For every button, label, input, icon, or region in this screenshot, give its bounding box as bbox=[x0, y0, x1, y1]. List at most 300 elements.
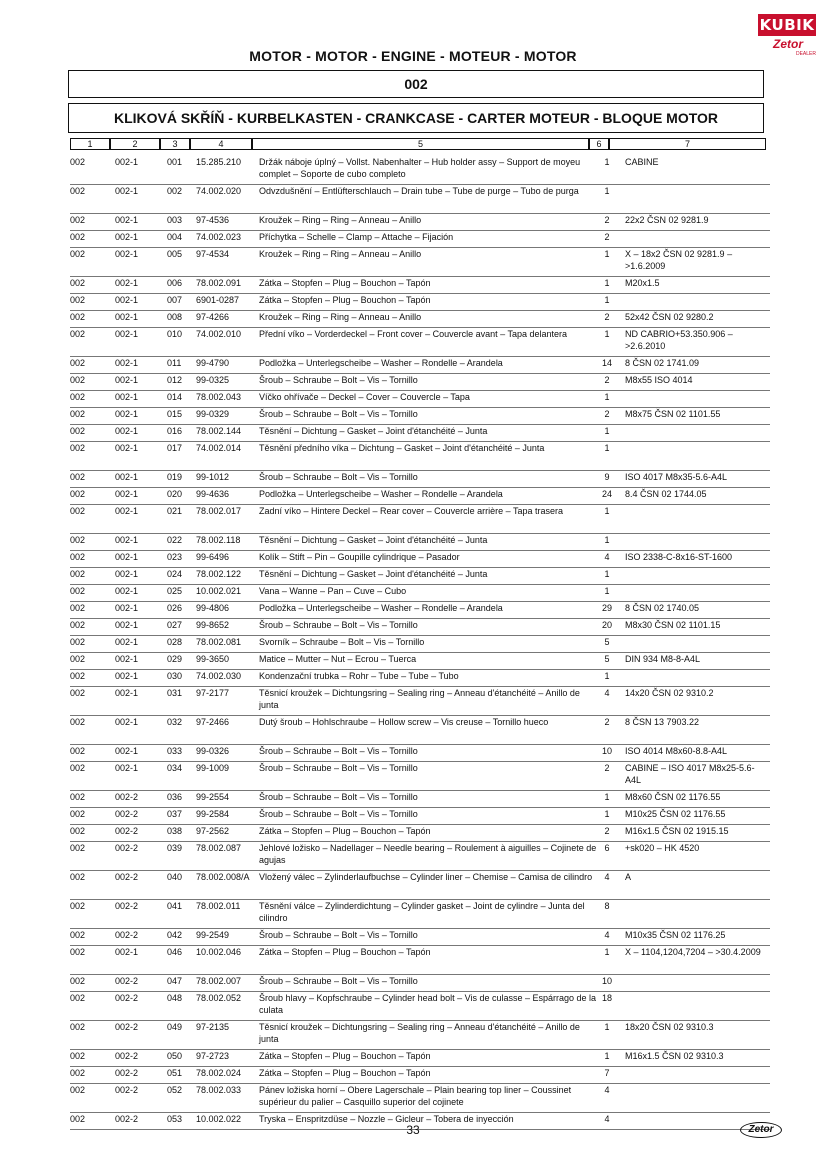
cell-c3: 046 bbox=[167, 947, 183, 957]
cell-c5: Těsnění válce – Zylinderdichtung – Cylinder gasket – Joint de cylindre – Junta del cilindro bbox=[259, 901, 585, 923]
cell-c5: Šroub – Schraube – Bolt – Vis – Tornillo bbox=[259, 746, 418, 756]
cell-c1: 002 bbox=[70, 392, 86, 402]
cell-c5: Zátka – Stopfen – Plug – Bouchon – Tapón bbox=[259, 278, 431, 288]
cell-c3: 051 bbox=[167, 1068, 183, 1078]
cell-c5: Vana – Wanne – Pan – Cuve – Cubo bbox=[259, 586, 407, 596]
cell-c1: 002 bbox=[70, 249, 86, 259]
table-row bbox=[70, 1050, 770, 1067]
cell-c6: 29 bbox=[601, 603, 612, 613]
cell-c4: 78.002.011 bbox=[196, 901, 241, 911]
cell-c4: 97-4536 bbox=[196, 215, 230, 225]
cell-c2: 002-1 bbox=[115, 763, 139, 773]
cell-c6: 1 bbox=[604, 535, 610, 545]
cell-c7: ISO 4014 M8x60-8.8-A4L bbox=[625, 746, 728, 756]
cell-c4: 78.002.017 bbox=[196, 506, 242, 516]
cell-c5: Těsnění – Dichtung – Gasket – Joint d'étanchéité – Junta bbox=[259, 569, 488, 579]
cell-c5: Šroub – Schraube – Bolt – Vis – Tornillo bbox=[259, 976, 418, 986]
cell-c5: Šroub – Schraube – Bolt – Vis – Tornillo bbox=[259, 409, 418, 419]
cell-c1: 002 bbox=[70, 901, 86, 911]
cell-c1: 002 bbox=[70, 1022, 86, 1032]
table-row bbox=[70, 745, 770, 762]
cell-c6: 18 bbox=[601, 993, 612, 1003]
table-row bbox=[70, 156, 770, 185]
cell-c2: 002-1 bbox=[115, 375, 139, 385]
cell-c7: 8 ČSN 13 7903.22 bbox=[625, 717, 700, 727]
cell-c1: 002 bbox=[70, 843, 86, 853]
cell-c6: 4 bbox=[604, 1085, 610, 1095]
cell-c3: 033 bbox=[167, 746, 183, 756]
cell-c7: M20x1.5 bbox=[625, 278, 660, 288]
cell-c2: 002-2 bbox=[115, 1085, 139, 1095]
cell-c4: 99-4790 bbox=[196, 358, 230, 368]
column-header-7: 7 bbox=[609, 138, 766, 150]
cell-c6: 2 bbox=[604, 312, 610, 322]
cell-c1: 002 bbox=[70, 278, 86, 288]
cell-c7: 52x42 ČSN 02 9280.2 bbox=[625, 312, 714, 322]
table-row bbox=[70, 505, 770, 534]
cell-c1: 002 bbox=[70, 569, 86, 579]
cell-c5: Zadní víko – Hintere Deckel – Rear cover – Couvercle arrière – Tapa trasera bbox=[259, 506, 563, 516]
cell-c2: 002-2 bbox=[115, 1068, 139, 1078]
column-header-2: 2 bbox=[110, 138, 160, 150]
cell-c4: 78.002.024 bbox=[196, 1068, 242, 1078]
cell-c2: 002-2 bbox=[115, 901, 139, 911]
cell-c5: Pánev ložiska horní – Obere Lagerschale – Plain bearing top liner – Coussinet supérieur du palier – Casquillo superior del cojinete bbox=[259, 1085, 572, 1107]
table-row bbox=[70, 408, 770, 425]
cell-c2: 002-2 bbox=[115, 843, 139, 853]
cell-c4: 78.002.007 bbox=[196, 976, 242, 986]
cell-c7: M10x35 ČSN 02 1176.25 bbox=[625, 930, 726, 940]
cell-c1: 002 bbox=[70, 586, 86, 596]
cell-c2: 002-1 bbox=[115, 489, 139, 499]
cell-c5: Zátka – Stopfen – Plug – Bouchon – Tapón bbox=[259, 826, 431, 836]
cell-c3: 002 bbox=[167, 186, 183, 196]
cell-c1: 002 bbox=[70, 215, 86, 225]
cell-c6: 1 bbox=[604, 278, 610, 288]
table-row bbox=[70, 534, 770, 551]
cell-c6: 24 bbox=[601, 489, 612, 499]
table-row bbox=[70, 946, 770, 975]
cell-c3: 042 bbox=[167, 930, 183, 940]
table-row bbox=[70, 214, 770, 231]
cell-c1: 002 bbox=[70, 688, 86, 698]
cell-c2: 002-1 bbox=[115, 278, 139, 288]
cell-c5: Podložka – Unterlegscheibe – Washer – Rondelle – Arandela bbox=[259, 358, 503, 368]
cell-c1: 002 bbox=[70, 186, 86, 196]
cell-c4: 97-4534 bbox=[196, 249, 230, 259]
table-row bbox=[70, 602, 770, 619]
cell-c2: 002-2 bbox=[115, 809, 139, 819]
cell-c6: 2 bbox=[604, 717, 610, 727]
cell-c2: 002-1 bbox=[115, 746, 139, 756]
cell-c1: 002 bbox=[70, 1114, 86, 1124]
cell-c2: 002-1 bbox=[115, 157, 139, 167]
cell-c3: 003 bbox=[167, 215, 183, 225]
table-row bbox=[70, 619, 770, 636]
cell-c2: 002-1 bbox=[115, 409, 139, 419]
cell-c6: 20 bbox=[601, 620, 612, 630]
cell-c1: 002 bbox=[70, 1085, 86, 1095]
cell-c2: 002-2 bbox=[115, 976, 139, 986]
cell-c7: M10x25 ČSN 02 1176.55 bbox=[625, 809, 726, 819]
cell-c6: 2 bbox=[604, 232, 610, 242]
cell-c3: 027 bbox=[167, 620, 183, 630]
cell-c4: 78.002.043 bbox=[196, 392, 242, 402]
cell-c1: 002 bbox=[70, 620, 86, 630]
cell-c5: Šroub – Schraube – Bolt – Vis – Tornillo bbox=[259, 375, 418, 385]
table-row bbox=[70, 762, 770, 791]
cell-c2: 002-1 bbox=[115, 232, 139, 242]
dealer-tag: DEALER bbox=[795, 51, 816, 57]
table-row bbox=[70, 248, 770, 277]
cell-c4: 78.002.087 bbox=[196, 843, 242, 853]
cell-c4: 74.002.014 bbox=[196, 443, 242, 453]
cell-c6: 1 bbox=[604, 186, 610, 196]
cell-c3: 031 bbox=[167, 688, 183, 698]
cell-c5: Šroub – Schraube – Bolt – Vis – Tornillo bbox=[259, 792, 418, 802]
cell-c7: M16x1.5 ČSN 02 1915.15 bbox=[625, 826, 729, 836]
cell-c2: 002-2 bbox=[115, 993, 139, 1003]
cell-c3: 024 bbox=[167, 569, 183, 579]
cell-c7: M8x60 ČSN 02 1176.55 bbox=[625, 792, 721, 802]
table-row bbox=[70, 488, 770, 505]
cell-c3: 032 bbox=[167, 717, 183, 727]
cell-c2: 002-1 bbox=[115, 569, 139, 579]
cell-c2: 002-1 bbox=[115, 358, 139, 368]
cell-c2: 002-1 bbox=[115, 443, 139, 453]
cell-c3: 053 bbox=[167, 1114, 183, 1124]
cell-c3: 006 bbox=[167, 278, 183, 288]
table-row bbox=[70, 277, 770, 294]
cell-c1: 002 bbox=[70, 792, 86, 802]
table-row bbox=[70, 357, 770, 374]
cell-c6: 2 bbox=[604, 826, 610, 836]
table-row bbox=[70, 391, 770, 408]
cell-c6: 4 bbox=[604, 1114, 610, 1124]
table-row bbox=[70, 585, 770, 602]
cell-c2: 002-1 bbox=[115, 654, 139, 664]
cell-c5: Zátka – Stopfen – Plug – Bouchon – Tapón bbox=[259, 1068, 431, 1078]
cell-c3: 039 bbox=[167, 843, 183, 853]
cell-c4: 97-2177 bbox=[196, 688, 230, 698]
cell-c5: Příchytka – Schelle – Clamp – Attache – Fijación bbox=[259, 232, 454, 242]
cell-c3: 017 bbox=[167, 443, 183, 453]
cell-c4: 99-1012 bbox=[196, 472, 230, 482]
cell-c7: X – 1104,1204,7204 – >30.4.2009 bbox=[625, 947, 761, 957]
cell-c6: 1 bbox=[604, 569, 610, 579]
cell-c1: 002 bbox=[70, 976, 86, 986]
cell-c1: 002 bbox=[70, 358, 86, 368]
cell-c1: 002 bbox=[70, 329, 86, 339]
cell-c1: 002 bbox=[70, 809, 86, 819]
cell-c1: 002 bbox=[70, 506, 86, 516]
cell-c3: 005 bbox=[167, 249, 183, 259]
table-row bbox=[70, 442, 770, 471]
cell-c6: 5 bbox=[604, 654, 610, 664]
cell-c7: M8x30 ČSN 02 1101.15 bbox=[625, 620, 721, 630]
cell-c4: 99-3650 bbox=[196, 654, 230, 664]
cell-c2: 002-2 bbox=[115, 826, 139, 836]
cell-c6: 9 bbox=[604, 472, 610, 482]
cell-c3: 028 bbox=[167, 637, 183, 647]
cell-c3: 041 bbox=[167, 901, 183, 911]
table-row bbox=[70, 670, 770, 687]
cell-c4: 99-4636 bbox=[196, 489, 230, 499]
cell-c4: 99-0325 bbox=[196, 375, 230, 385]
cell-c6: 1 bbox=[604, 506, 610, 516]
table-row bbox=[70, 1021, 770, 1050]
cell-c4: 99-1009 bbox=[196, 763, 230, 773]
table-row bbox=[70, 900, 770, 929]
cell-c1: 002 bbox=[70, 1068, 86, 1078]
cell-c3: 026 bbox=[167, 603, 183, 613]
cell-c6: 4 bbox=[604, 872, 610, 882]
cell-c7: CABINE – ISO 4017 M8x25-5.6-A4L bbox=[625, 763, 755, 785]
cell-c4: 10.002.046 bbox=[196, 947, 242, 957]
cell-c6: 2 bbox=[604, 375, 610, 385]
cell-c1: 002 bbox=[70, 826, 86, 836]
cell-c5: Odvzdušnění – Entlüfterschlauch – Drain tube – Tube de purge – Tubo de purga bbox=[259, 186, 579, 196]
cell-c1: 002 bbox=[70, 443, 86, 453]
table-row bbox=[70, 294, 770, 311]
cell-c4: 78.002.052 bbox=[196, 993, 242, 1003]
kubik-zetor-logo bbox=[758, 14, 818, 60]
cell-c6: 2 bbox=[604, 409, 610, 419]
cell-c7: CABINE bbox=[625, 157, 659, 167]
cell-c6: 1 bbox=[604, 443, 610, 453]
cell-c1: 002 bbox=[70, 552, 86, 562]
cell-c5: Kondenzační trubka – Rohr – Tube – Tube – Tubo bbox=[259, 671, 459, 681]
cell-c4: 97-2723 bbox=[196, 1051, 230, 1061]
zetor-logo-text: Zetor bbox=[773, 37, 803, 51]
cell-c6: 1 bbox=[604, 295, 610, 305]
cell-c5: Zátka – Stopfen – Plug – Bouchon – Tapón bbox=[259, 295, 431, 305]
cell-c2: 002-2 bbox=[115, 1051, 139, 1061]
cell-c2: 002-1 bbox=[115, 637, 139, 647]
cell-c4: 99-2554 bbox=[196, 792, 230, 802]
cell-c4: 6901-0287 bbox=[196, 295, 240, 305]
cell-c6: 14 bbox=[601, 358, 612, 368]
cell-c4: 10.002.022 bbox=[196, 1114, 242, 1124]
cell-c4: 78.002.091 bbox=[196, 278, 242, 288]
cell-c7: ISO 4017 M8x35-5.6-A4L bbox=[625, 472, 728, 482]
cell-c1: 002 bbox=[70, 535, 86, 545]
cell-c3: 052 bbox=[167, 1085, 183, 1095]
cell-c2: 002-2 bbox=[115, 792, 139, 802]
group-number-box: 002 bbox=[68, 70, 764, 98]
cell-c4: 99-0329 bbox=[196, 409, 230, 419]
cell-c3: 014 bbox=[167, 392, 183, 402]
cell-c6: 1 bbox=[604, 1022, 610, 1032]
cell-c7: 18x20 ČSN 02 9310.3 bbox=[625, 1022, 714, 1032]
cell-c5: Těsnění – Dichtung – Gasket – Joint d'étanchéité – Junta bbox=[259, 535, 488, 545]
cell-c3: 019 bbox=[167, 472, 183, 482]
cell-c4: 78.002.008/A bbox=[196, 872, 250, 882]
table-row bbox=[70, 1067, 770, 1084]
cell-c4: 97-2466 bbox=[196, 717, 230, 727]
cell-c1: 002 bbox=[70, 232, 86, 242]
table-row bbox=[70, 374, 770, 391]
cell-c2: 002-1 bbox=[115, 472, 139, 482]
cell-c2: 002-2 bbox=[115, 1114, 139, 1124]
cell-c4: 97-2562 bbox=[196, 826, 230, 836]
cell-c4: 99-6496 bbox=[196, 552, 230, 562]
cell-c6: 1 bbox=[604, 329, 610, 339]
column-header-4: 4 bbox=[190, 138, 252, 150]
cell-c1: 002 bbox=[70, 295, 86, 305]
cell-c1: 002 bbox=[70, 746, 86, 756]
cell-c5: Těsnicí kroužek – Dichtungsring – Sealing ring – Anneau d'étanchéité – Anillo de junta bbox=[259, 688, 580, 710]
cell-c3: 036 bbox=[167, 792, 183, 802]
column-header-1: 1 bbox=[70, 138, 110, 150]
cell-c5: Zátka – Stopfen – Plug – Bouchon – Tapón bbox=[259, 947, 431, 957]
cell-c5: Šroub – Schraube – Bolt – Vis – Tornillo bbox=[259, 809, 418, 819]
table-row bbox=[70, 871, 770, 900]
cell-c2: 002-1 bbox=[115, 392, 139, 402]
cell-c4: 78.002.118 bbox=[196, 535, 241, 545]
cell-c7: X – 18x2 ČSN 02 9281.9 – >1.6.2009 bbox=[625, 249, 733, 271]
zetor-footer-logo: Zetor bbox=[740, 1122, 782, 1138]
cell-c7: A bbox=[625, 872, 632, 882]
cell-c2: 002-1 bbox=[115, 586, 139, 596]
cell-c1: 002 bbox=[70, 472, 86, 482]
cell-c6: 2 bbox=[604, 763, 610, 773]
cell-c6: 10 bbox=[601, 976, 612, 986]
cell-c1: 002 bbox=[70, 947, 86, 957]
cell-c1: 002 bbox=[70, 717, 86, 727]
cell-c6: 6 bbox=[604, 843, 610, 853]
cell-c3: 025 bbox=[167, 586, 183, 596]
cell-c5: Tryska – Enspritzdüse – Nozzle – Gicleur – Tobera de inyección bbox=[259, 1114, 514, 1124]
table-row bbox=[70, 825, 770, 842]
cell-c5: Svorník – Schraube – Bolt – Vis – Tornillo bbox=[259, 637, 425, 647]
table-row bbox=[70, 808, 770, 825]
cell-c1: 002 bbox=[70, 637, 86, 647]
cell-c4: 99-4806 bbox=[196, 603, 230, 613]
cell-c2: 002-1 bbox=[115, 688, 139, 698]
cell-c3: 040 bbox=[167, 872, 183, 882]
cell-c5: Zátka – Stopfen – Plug – Bouchon – Tapón bbox=[259, 1051, 431, 1061]
cell-c4: 78.002.144 bbox=[196, 426, 242, 436]
cell-c1: 002 bbox=[70, 426, 86, 436]
cell-c4: 99-8652 bbox=[196, 620, 230, 630]
cell-c3: 022 bbox=[167, 535, 183, 545]
cell-c2: 002-1 bbox=[115, 506, 139, 516]
cell-c5: Víčko ohřívače – Deckel – Cover – Couvercle – Tapa bbox=[259, 392, 470, 402]
cell-c1: 002 bbox=[70, 312, 86, 322]
cell-c6: 1 bbox=[604, 586, 610, 596]
column-header-3: 3 bbox=[160, 138, 190, 150]
cell-c5: Přední víko – Vorderdeckel – Front cover – Couvercle avant – Tapa delantera bbox=[259, 329, 568, 339]
cell-c1: 002 bbox=[70, 654, 86, 664]
cell-c4: 99-2549 bbox=[196, 930, 230, 940]
cell-c6: 4 bbox=[604, 930, 610, 940]
cell-c3: 034 bbox=[167, 763, 183, 773]
cell-c3: 049 bbox=[167, 1022, 183, 1032]
cell-c2: 002-1 bbox=[115, 329, 139, 339]
table-row bbox=[70, 185, 770, 214]
cell-c6: 1 bbox=[604, 809, 610, 819]
cell-c4: 78.002.122 bbox=[196, 569, 242, 579]
cell-c3: 008 bbox=[167, 312, 183, 322]
cell-c1: 002 bbox=[70, 375, 86, 385]
cell-c5: Šroub hlavy – Kopfschraube – Cylinder head bolt – Vis de culasse – Espárrago de la culata bbox=[259, 993, 597, 1015]
cell-c4: 74.002.010 bbox=[196, 329, 242, 339]
cell-c2: 002-1 bbox=[115, 603, 139, 613]
cell-c1: 002 bbox=[70, 1051, 86, 1061]
cell-c4: 74.002.030 bbox=[196, 671, 242, 681]
cell-c2: 002-1 bbox=[115, 295, 139, 305]
cell-c3: 037 bbox=[167, 809, 183, 819]
table-row bbox=[70, 636, 770, 653]
cell-c5: Těsnění předního víka – Dichtung – Gasket – Joint d'étanchéité – Junta bbox=[259, 443, 545, 453]
cell-c5: Vložený válec – Zylinderlaufbuchse – Cylinder liner – Chemise – Camisa de cilindro bbox=[259, 872, 593, 882]
cell-c2: 002-1 bbox=[115, 249, 139, 259]
cell-c5: Těsnicí kroužek – Dichtungsring – Sealing ring – Anneau d'étanchéité – Anillo de junta bbox=[259, 1022, 580, 1044]
cell-c1: 002 bbox=[70, 409, 86, 419]
table-row bbox=[70, 328, 770, 357]
table-row bbox=[70, 1084, 770, 1113]
table-row bbox=[70, 471, 770, 488]
cell-c7: M8x55 ISO 4014 bbox=[625, 375, 693, 385]
cell-c2: 002-1 bbox=[115, 215, 139, 225]
cell-c6: 1 bbox=[604, 671, 610, 681]
table-row bbox=[70, 842, 770, 871]
table-row bbox=[70, 992, 770, 1021]
cell-c5: Šroub – Schraube – Bolt – Vis – Tornillo bbox=[259, 472, 418, 482]
cell-c3: 015 bbox=[167, 409, 183, 419]
cell-c2: 002-1 bbox=[115, 717, 139, 727]
cell-c3: 023 bbox=[167, 552, 183, 562]
table-row bbox=[70, 975, 770, 992]
cell-c2: 002-1 bbox=[115, 552, 139, 562]
table-row bbox=[70, 716, 770, 745]
section-title-box: KLIKOVÁ SKŘÍŇ - KURBELKASTEN - CRANKCASE - CARTER MOTEUR - BLOQUE MOTOR bbox=[68, 103, 764, 133]
cell-c1: 002 bbox=[70, 763, 86, 773]
cell-c5: Jehlové ložisko – Nadellager – Needle bearing – Roulement à aiguilles – Cojinete de agujas bbox=[259, 843, 597, 865]
cell-c3: 048 bbox=[167, 993, 183, 1003]
cell-c3: 010 bbox=[167, 329, 183, 339]
cell-c3: 029 bbox=[167, 654, 183, 664]
cell-c6: 1 bbox=[604, 792, 610, 802]
cell-c3: 047 bbox=[167, 976, 183, 986]
column-header-5: 5 bbox=[252, 138, 589, 150]
cell-c2: 002-2 bbox=[115, 872, 139, 882]
cell-c3: 030 bbox=[167, 671, 183, 681]
cell-c5: Kolík – Stift – Pin – Goupille cylindrique – Pasador bbox=[259, 552, 460, 562]
cell-c6: 7 bbox=[604, 1068, 610, 1078]
cell-c7: M8x75 ČSN 02 1101.55 bbox=[625, 409, 721, 419]
cell-c5: Těsnění – Dichtung – Gasket – Joint d'étanchéité – Junta bbox=[259, 426, 488, 436]
page-number: 33 bbox=[406, 1123, 420, 1137]
cell-c1: 002 bbox=[70, 489, 86, 499]
cell-c2: 002-1 bbox=[115, 426, 139, 436]
cell-c4: 15.285.210 bbox=[196, 157, 242, 167]
kubik-logo-text: KUBIK bbox=[759, 16, 815, 34]
cell-c4: 78.002.081 bbox=[196, 637, 242, 647]
cell-c5: Šroub – Schraube – Bolt – Vis – Tornillo bbox=[259, 930, 418, 940]
cell-c3: 021 bbox=[167, 506, 183, 516]
table-row bbox=[70, 425, 770, 442]
cell-c6: 1 bbox=[604, 157, 610, 167]
cell-c2: 002-1 bbox=[115, 186, 139, 196]
cell-c7: 8 ČSN 02 1741.09 bbox=[625, 358, 700, 368]
cell-c2: 002-1 bbox=[115, 535, 139, 545]
table-row bbox=[70, 687, 770, 716]
cell-c4: 97-4266 bbox=[196, 312, 230, 322]
cell-c7: 14x20 ČSN 02 9310.2 bbox=[625, 688, 714, 698]
cell-c7: +sk020 – HK 4520 bbox=[625, 843, 700, 853]
